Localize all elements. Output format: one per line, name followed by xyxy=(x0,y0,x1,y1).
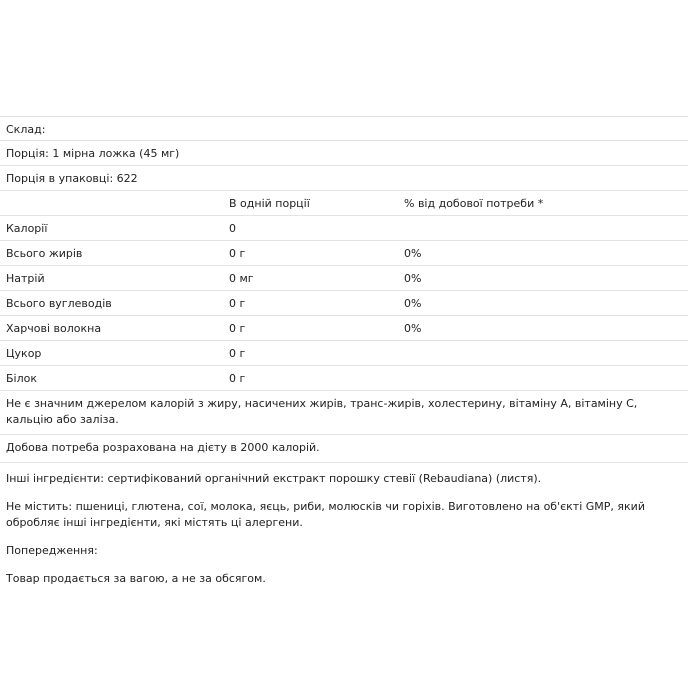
nutrient-amount: 0 г xyxy=(229,372,246,385)
table-header-row xyxy=(0,191,688,216)
composition-row xyxy=(0,116,688,141)
servings-per-container-row xyxy=(0,166,688,191)
nutrient-daily-value: 0% xyxy=(404,297,422,310)
table-row xyxy=(0,241,688,266)
nutrient-amount: 0 г xyxy=(229,247,246,260)
nutrient-name: Харчові волокна xyxy=(6,322,102,335)
nutrient-name: Всього жирів xyxy=(6,247,83,260)
table-row xyxy=(0,266,688,291)
nutrient-name: Цукор xyxy=(6,347,42,360)
not-significant-note-row xyxy=(0,391,688,435)
serving-size-row xyxy=(0,141,688,166)
nutrient-daily-value: 0% xyxy=(404,272,422,285)
nutrient-amount: 0 г xyxy=(229,347,246,360)
servings-per-container: Порція в упаковці: 622 xyxy=(6,172,138,185)
table-row xyxy=(0,316,688,341)
nutrient-daily-value: 0% xyxy=(404,247,422,260)
composition-label: Склад: xyxy=(6,123,46,136)
not-significant-note: Не є значним джерелом калорій з жиру, насичених жирів, транс-жирів, холестерину, вітаміну А, вітаміну С, кальцію або заліза. xyxy=(6,397,638,426)
nutrient-amount: 0 г xyxy=(229,297,246,310)
table-row xyxy=(0,216,688,241)
nutrient-amount: 0 г xyxy=(229,322,246,335)
warning-label: Попередження: xyxy=(6,544,98,557)
table-row xyxy=(0,341,688,366)
nutrient-daily-value: 0% xyxy=(404,322,422,335)
header-per-serving: В одній порції xyxy=(229,197,310,210)
table-row xyxy=(0,291,688,316)
header-daily-value: % від добової потреби * xyxy=(404,197,544,210)
nutrient-amount: 0 xyxy=(229,222,236,235)
other-ingredients: Інші інгредієнти: сертифікований органічний екстракт порошку стевії (Rebaudiana) (листя). xyxy=(6,472,542,485)
daily-basis-note-row xyxy=(0,435,688,463)
supplement-facts-document xyxy=(0,116,688,591)
warning-text: Товар продається за вагою, а не за обсягом. xyxy=(6,572,266,585)
nutrient-name: Всього вуглеводів xyxy=(6,297,112,310)
allergen-statement: Не містить: пшениці, глютена, сої, молока, яєць, риби, молюсків чи горіхів. Виготовлено на об'єкті GMP, який обробляє інші інгредієнти, які містять ці алергени. xyxy=(6,500,645,529)
nutrient-amount: 0 мг xyxy=(229,272,254,285)
nutrient-name: Калорії xyxy=(6,222,48,235)
nutrient-name: Натрій xyxy=(6,272,45,285)
daily-basis-note: Добова потреба розрахована на дієту в 2000 калорій. xyxy=(6,441,320,454)
table-row xyxy=(0,366,688,391)
nutrient-name: Білок xyxy=(6,372,38,385)
serving-size: Порція: 1 мірна ложка (45 мг) xyxy=(6,147,180,160)
